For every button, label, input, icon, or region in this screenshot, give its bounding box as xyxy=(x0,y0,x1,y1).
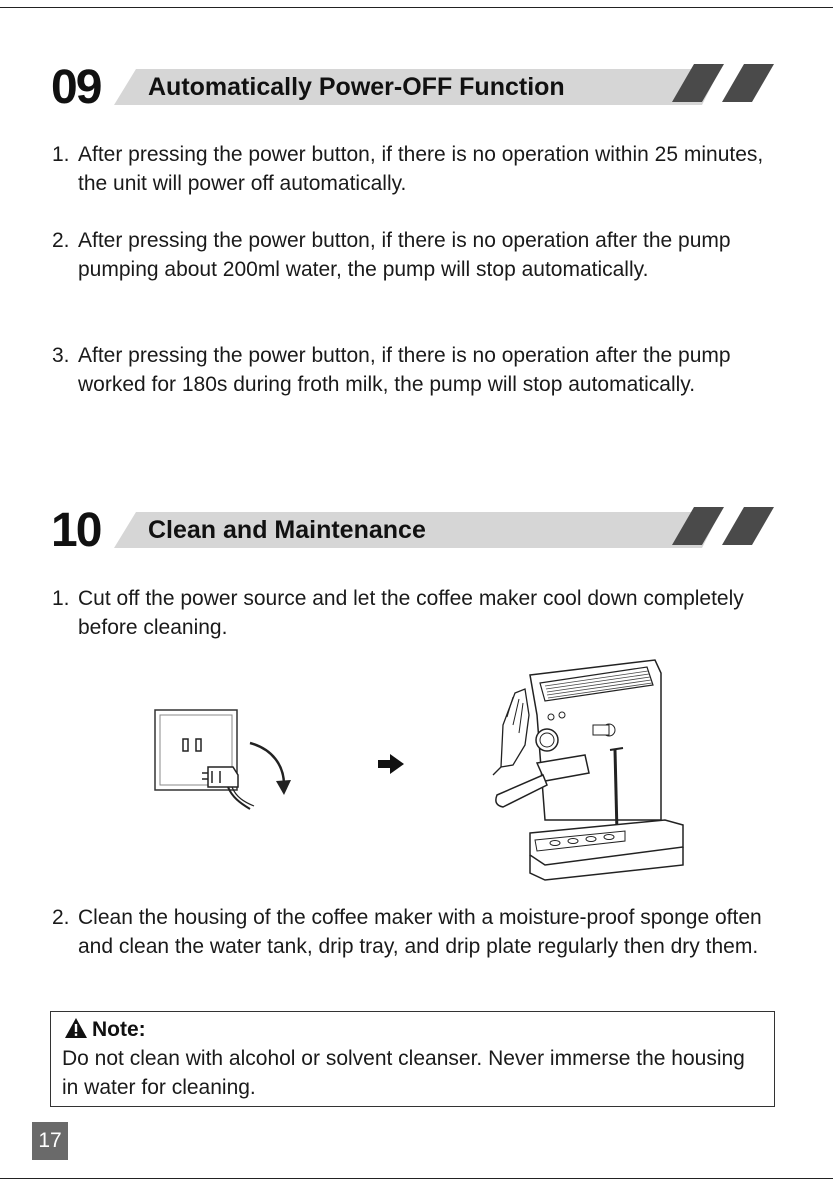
note-title: Note: xyxy=(92,1018,146,1041)
note-text: Do not clean with alcohol or solvent cleanser. Never immerse the housing in water for cleaning. xyxy=(62,1047,745,1099)
coffee-maker-wipe-illustration xyxy=(485,655,690,885)
item-text: Cut off the power source and let the coffee maker cool down completely before cleaning. xyxy=(78,587,744,639)
note-box xyxy=(50,1011,775,1107)
section-header-10 xyxy=(48,504,778,557)
item-number: 3. xyxy=(52,344,70,367)
item-number: 2. xyxy=(52,906,70,929)
right-arrow-icon xyxy=(376,752,406,776)
item-text: After pressing the power button, if there is no operation after the pump worked for 180s during froth milk, the pump will stop automatically. xyxy=(78,344,731,396)
item-text: After pressing the power button, if there is no operation within 25 minutes, the unit will power off automatically. xyxy=(78,143,764,195)
section-header-09 xyxy=(48,61,778,114)
unplug-outlet-illustration xyxy=(150,705,295,815)
decorative-stripe xyxy=(722,507,774,545)
item-number: 1. xyxy=(52,143,70,166)
section-title: Automatically Power-OFF Function xyxy=(148,73,565,101)
note-header xyxy=(64,1016,146,1047)
item-number: 2. xyxy=(52,229,70,252)
page-number: 17 xyxy=(32,1122,68,1160)
bottom-rule xyxy=(0,1178,833,1179)
section-number: 09 xyxy=(51,61,101,114)
item-text: Clean the housing of the coffee maker with a moisture-proof sponge often and clean the water tank, drip tray, and drip plate regularly then dry them. xyxy=(78,906,762,958)
warning-triangle-icon xyxy=(64,1017,88,1047)
section-number: 10 xyxy=(51,504,101,557)
section-title: Clean and Maintenance xyxy=(148,516,426,544)
item-text: After pressing the power button, if there is no operation after the pump pumping about 200ml water, the pump will stop automatically. xyxy=(78,229,731,281)
top-rule xyxy=(0,7,833,8)
decorative-stripe xyxy=(722,64,774,102)
item-number: 1. xyxy=(52,587,70,610)
